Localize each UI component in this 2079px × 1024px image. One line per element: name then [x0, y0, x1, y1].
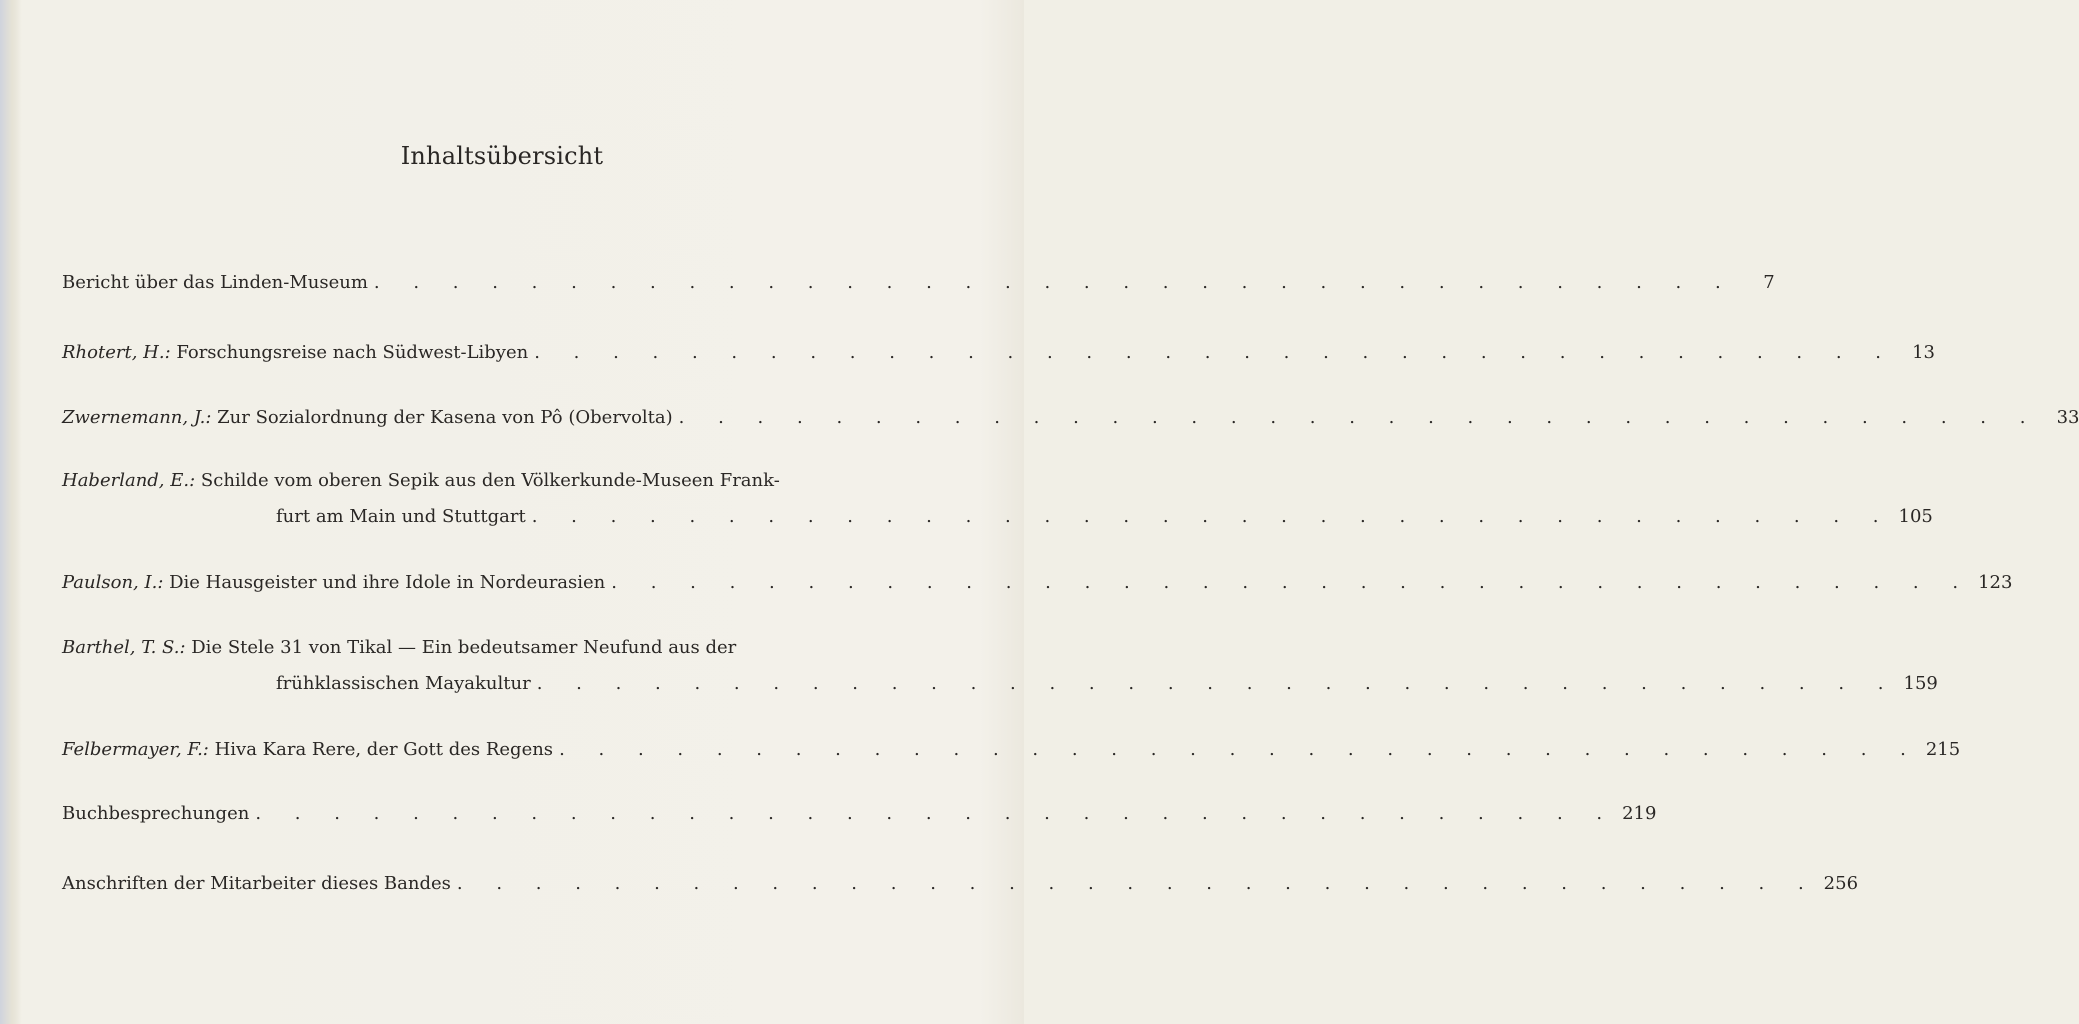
entry-title: Die Hausgeister und ihre Idole in Nordeurasien: [163, 572, 606, 593]
entry-title: Anschriften der Mitarbeiter dieses Bandes: [62, 873, 451, 894]
page-number: 256: [1823, 873, 1859, 894]
dot-leader: . . . . . . . . . . . . . . . . . . . . . . . . . . . . . . . . . . .: [373, 272, 1735, 293]
page-number: 105: [1898, 506, 1933, 527]
toc-entry: [62, 570, 2013, 596]
page-number: 215: [1925, 739, 1961, 760]
page-title: Inhaltsübersicht: [400, 142, 604, 170]
entry-title: Die Stele 31 von Tikal — Ein bedeutsamer Neufund aus der: [185, 637, 737, 658]
entry-title: Hiva Kara Rere, der Gott des Regens: [208, 739, 554, 760]
entry-title: Buchbesprechungen: [62, 803, 250, 824]
entry-title: Zur Sozialordnung der Kasena von Pô (Obervolta): [211, 407, 673, 428]
entry-title-continued: furt am Main und Stuttgart: [276, 506, 526, 527]
toc-entry: [62, 270, 1775, 296]
dot-leader: . . . . . . . . . . . . . . . . . . . . . . . . . . . . . . . . . . .: [611, 572, 1973, 593]
page-number: 159: [1903, 673, 1938, 694]
dot-leader: . . . . . . . . . . . . . . . . . . . . . . . . . . . . . . . . . . .: [536, 673, 1898, 694]
entry-title-continued: frühklassischen Mayakultur: [276, 673, 531, 694]
toc-entry: [62, 801, 1657, 827]
toc-entry: [62, 871, 1859, 897]
page-number: 13: [1912, 342, 1936, 363]
page-number: 123: [1978, 572, 2013, 593]
page-number: 33: [2056, 407, 2079, 428]
entry-title: Bericht über das Linden-Museum: [62, 272, 368, 293]
entry-author: Haberland, E.:: [62, 470, 196, 491]
entry-author: Zwernemann, J.:: [62, 407, 212, 428]
page-number: 219: [1622, 803, 1657, 824]
toc-entry: [62, 405, 2079, 431]
entry-title: Schilde vom oberen Sepik aus den Völkerkunde-Museen Frank-: [195, 470, 780, 491]
dot-leader: . . . . . . . . . . . . . . . . . . . . . . . . . . . . . . . . . . .: [531, 506, 1893, 527]
entry-author: Felbermayer, F.:: [62, 739, 209, 760]
page-number: 7: [1763, 272, 1775, 293]
entry-author: Rhotert, H.:: [62, 342, 171, 363]
dot-leader: . . . . . . . . . . . . . . . . . . . . . . . . . . . . . . . . . . .: [255, 803, 1617, 824]
toc-entry: [62, 737, 1961, 763]
dot-leader: . . . . . . . . . . . . . . . . . . . . . . . . . . . . . . . . . . .: [534, 342, 1896, 363]
entry-author: Barthel, T. S.:: [62, 637, 186, 658]
entry-title: Forschungsreise nach Südwest-Libyen: [170, 342, 529, 363]
toc-entry: [62, 468, 1933, 530]
dot-leader: . . . . . . . . . . . . . . . . . . . . . . . . . . . . . . . . . . .: [678, 407, 2040, 428]
toc-entry: [62, 635, 1938, 697]
toc-entry: [62, 340, 1936, 366]
dot-leader: . . . . . . . . . . . . . . . . . . . . . . . . . . . . . . . . . . .: [559, 739, 1920, 760]
dot-leader: . . . . . . . . . . . . . . . . . . . . . . . . . . . . . . . . . . .: [456, 873, 1818, 894]
entry-author: Paulson, I.:: [62, 572, 164, 593]
